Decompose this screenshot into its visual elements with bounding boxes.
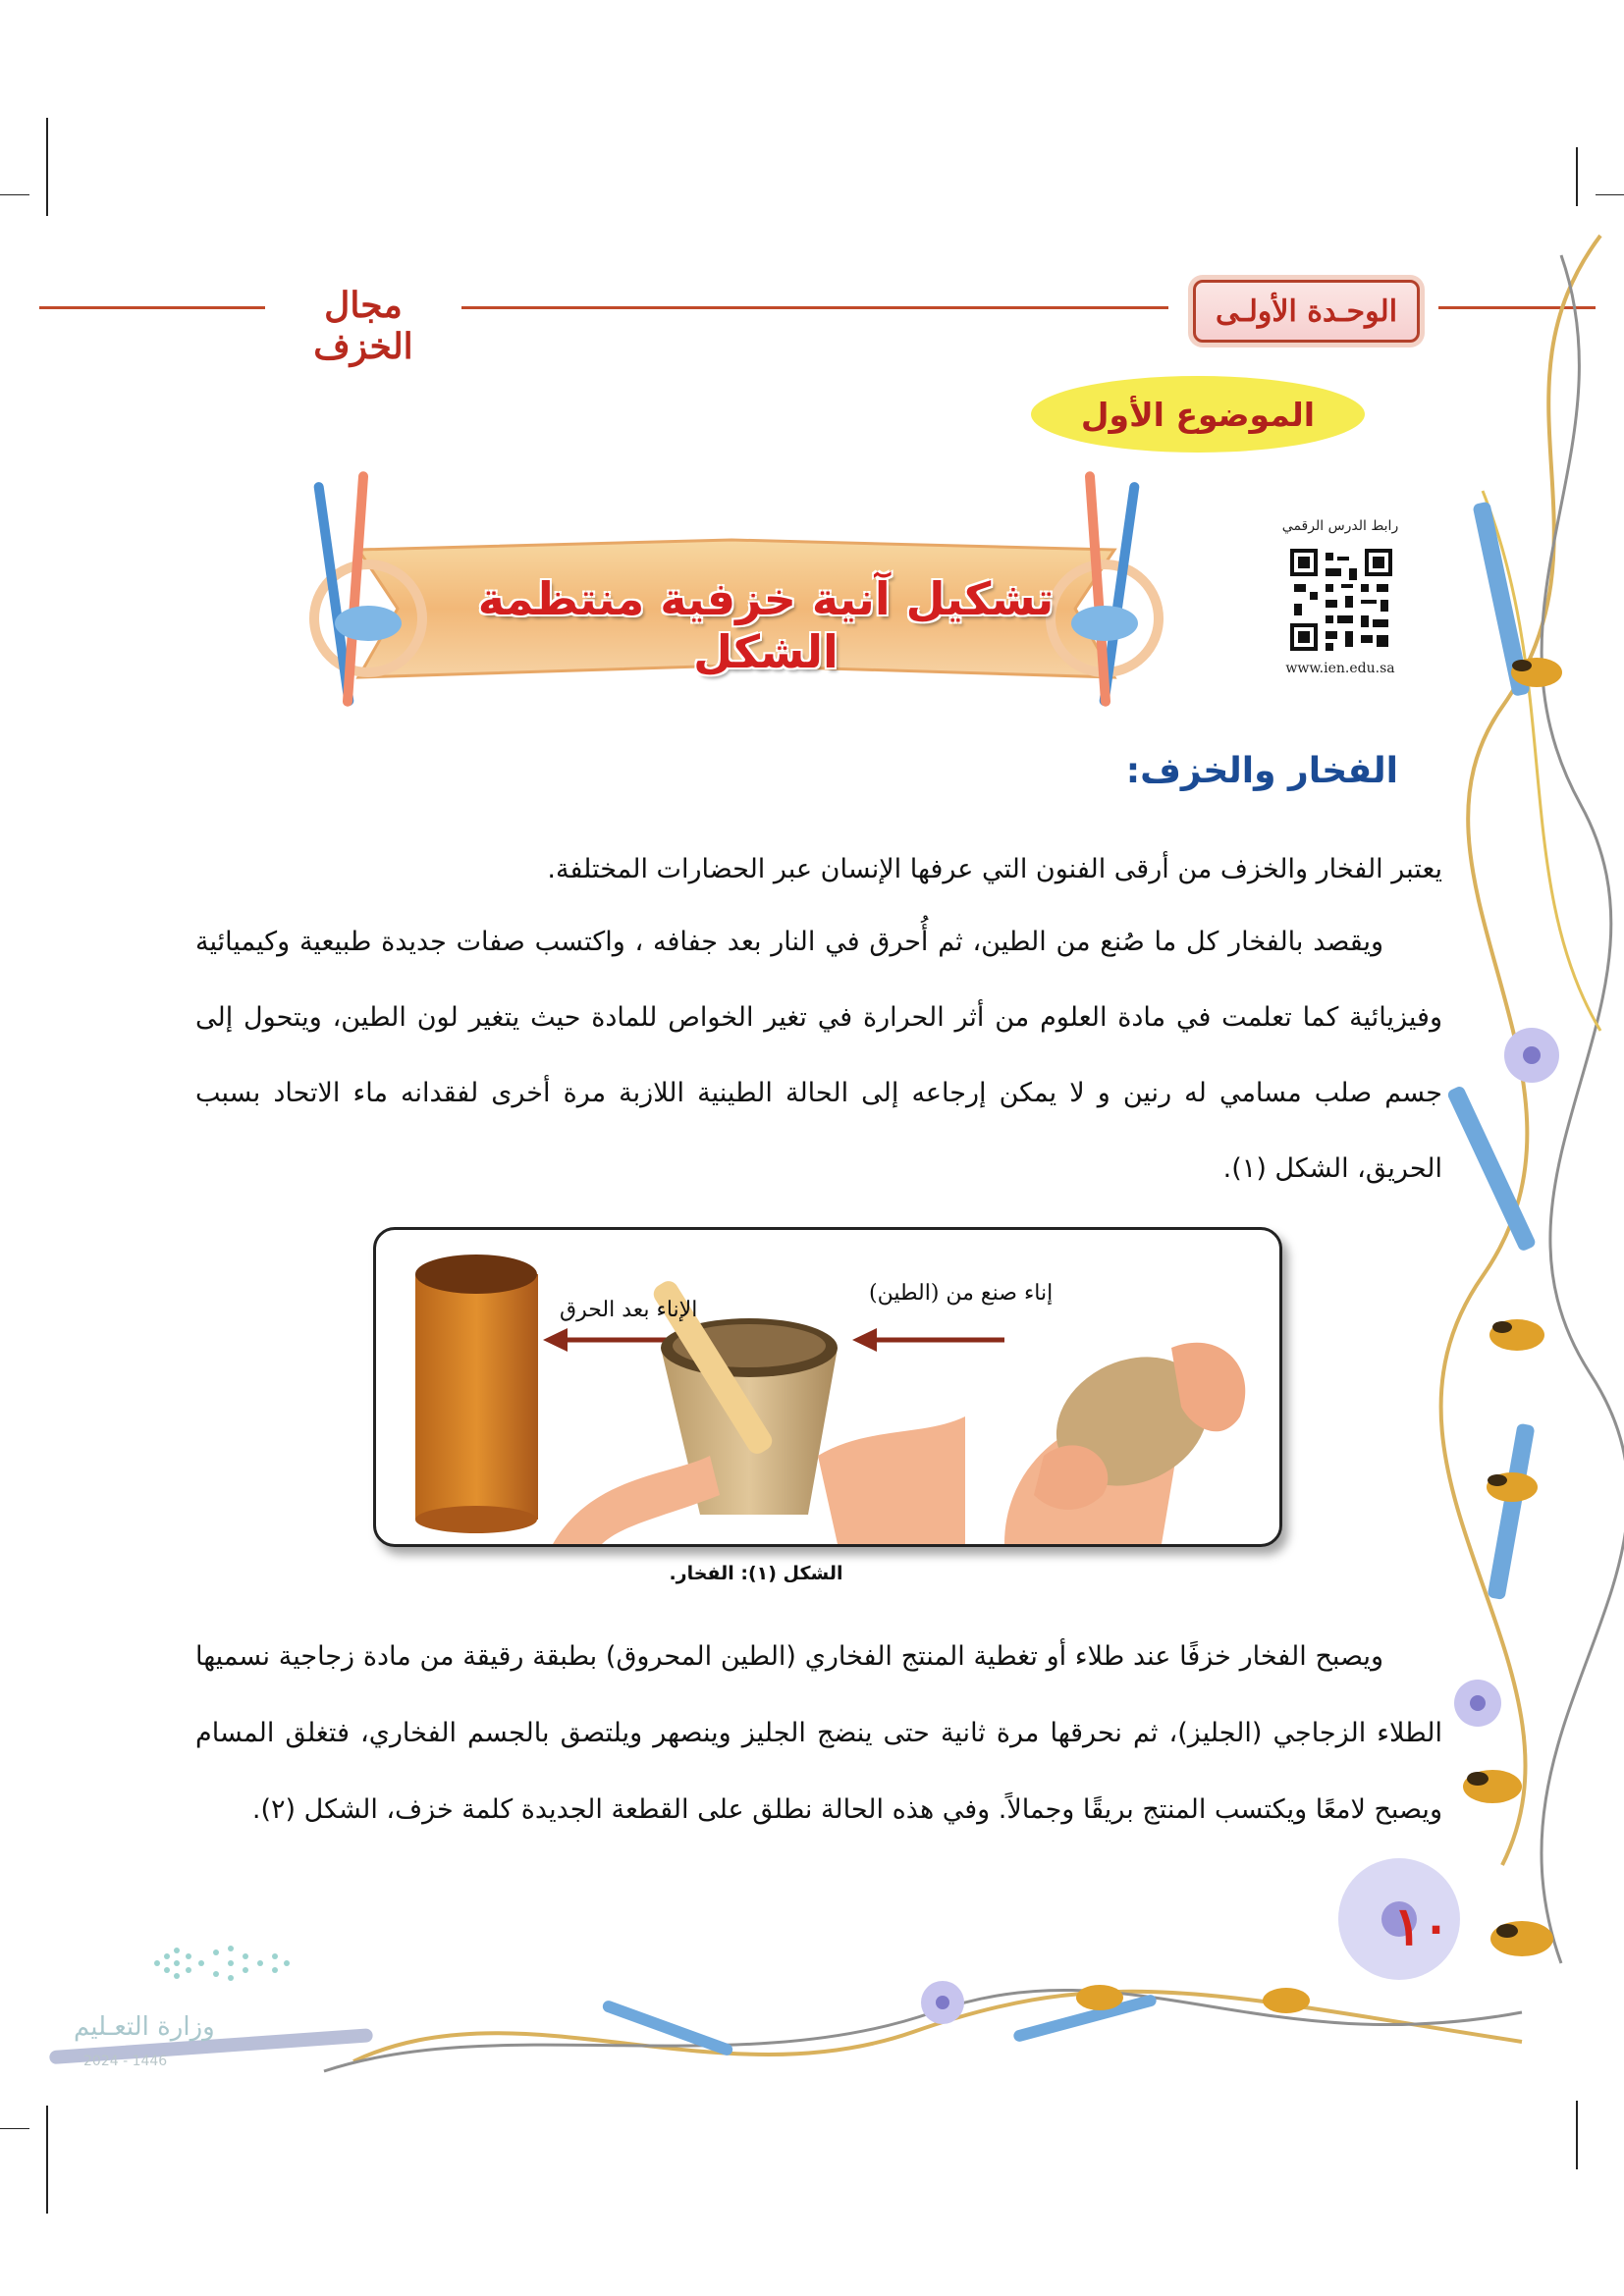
topic-badge (1031, 376, 1365, 453)
paragraph-ceramic-definition: ويصبح الفخار خزفًا عند طلاء أو تغطية المنتج الفخاري (الطين المحروق) بطبقة رقيقة من مادة زجاجية نسميها الطلاء الزجاجي (الجليز)، ثم نحرقها مرة ثانية حتى ينضج الجليز وينصهر ويلتصق بالجسم الفخاري، فتغلق المسام ويصبح لامعًا ويكتسب المنتج بريقًا وجمالاً. وفي هذه الحالة نطلق على القطعة الجديدة كلمة خزف، الشكل (٢). (195, 1641, 1442, 1825)
figure-label-fired: الإناء بعد الحرق (560, 1298, 698, 1322)
qr-url[interactable]: www.ien.edu.sa (1285, 661, 1395, 676)
lesson-title: تشكيل آنية خزفية منتظمة الشكل (477, 572, 1055, 678)
header-rule-left (39, 306, 265, 309)
unit-label: الوحـدة الأولـى (1215, 294, 1398, 329)
page-number: ١٠ (1392, 1895, 1450, 1957)
butterfly-icon (1490, 1921, 1553, 1956)
qr-caption: رابط الدرس الرقمي (1281, 518, 1399, 534)
crop-mark (1596, 194, 1624, 195)
fired-vessel (415, 1255, 538, 1533)
flower-icon (1454, 1680, 1501, 1727)
arrow-left-icon (852, 1328, 1004, 1352)
crop-mark (0, 2128, 29, 2129)
flower-icon (1504, 1028, 1559, 1083)
butterfly-icon (1463, 1770, 1522, 1803)
section-heading: الفخار والخزف: (1125, 751, 1398, 791)
figure-pottery (373, 1227, 1282, 1547)
ministry-year: 2024 - 1446 (83, 2054, 168, 2069)
domain-label: مجال الخزف (270, 285, 457, 367)
ministry-name: وزارة التعـليم (74, 2012, 215, 2042)
crop-mark (0, 194, 29, 195)
butterfly-icon (1263, 1988, 1310, 2013)
butterfly-icon (1487, 1472, 1538, 1502)
figure-illustration (376, 1230, 1279, 1544)
ministry-logo-icon (147, 1939, 295, 1988)
figure-caption: الشكل (١): الفخار. (669, 1563, 843, 1584)
paragraph-intro: يعتبر الفخار والخزف من أرقى الفنون التي عرفها الإنسان عبر الحضارات المختلفة. (547, 854, 1442, 884)
crop-mark (1576, 2101, 1578, 2169)
paragraph-pottery-definition: ويقصد بالفخار كل ما صُنع من الطين، ثم أُحرق في النار بعد جفافه ، واكتسب صفات جديدة طبيعية وكيميائية وفيزيائية كما تعلمت في مادة العلوم من أثر الحرارة في تغير الخواص للمادة حيث يتغير لون الطين، ويتحول إلى جسم صلب مسامي له رنين و لا يمكن إرجاعه إلى الحالة الطينية اللازبة مرة أخرى لفقدانه ماء الاتحاد بسبب الحريق، الشكل (١). (195, 927, 1442, 1184)
butterfly-icon (1489, 1319, 1544, 1351)
figure-label-clay: إناء صنع من (الطين) (869, 1281, 1054, 1306)
crop-mark (46, 2106, 48, 2214)
header-rule-middle (461, 306, 1168, 309)
butterfly-icon (1511, 658, 1562, 687)
qr-code[interactable] (1286, 545, 1396, 655)
hands-shaping-clay (1004, 1333, 1245, 1544)
crop-mark (46, 118, 48, 216)
topic-label: الموضوع الأول (1080, 395, 1316, 434)
flower-icon (921, 1981, 964, 2024)
butterfly-icon (1076, 1985, 1123, 2010)
